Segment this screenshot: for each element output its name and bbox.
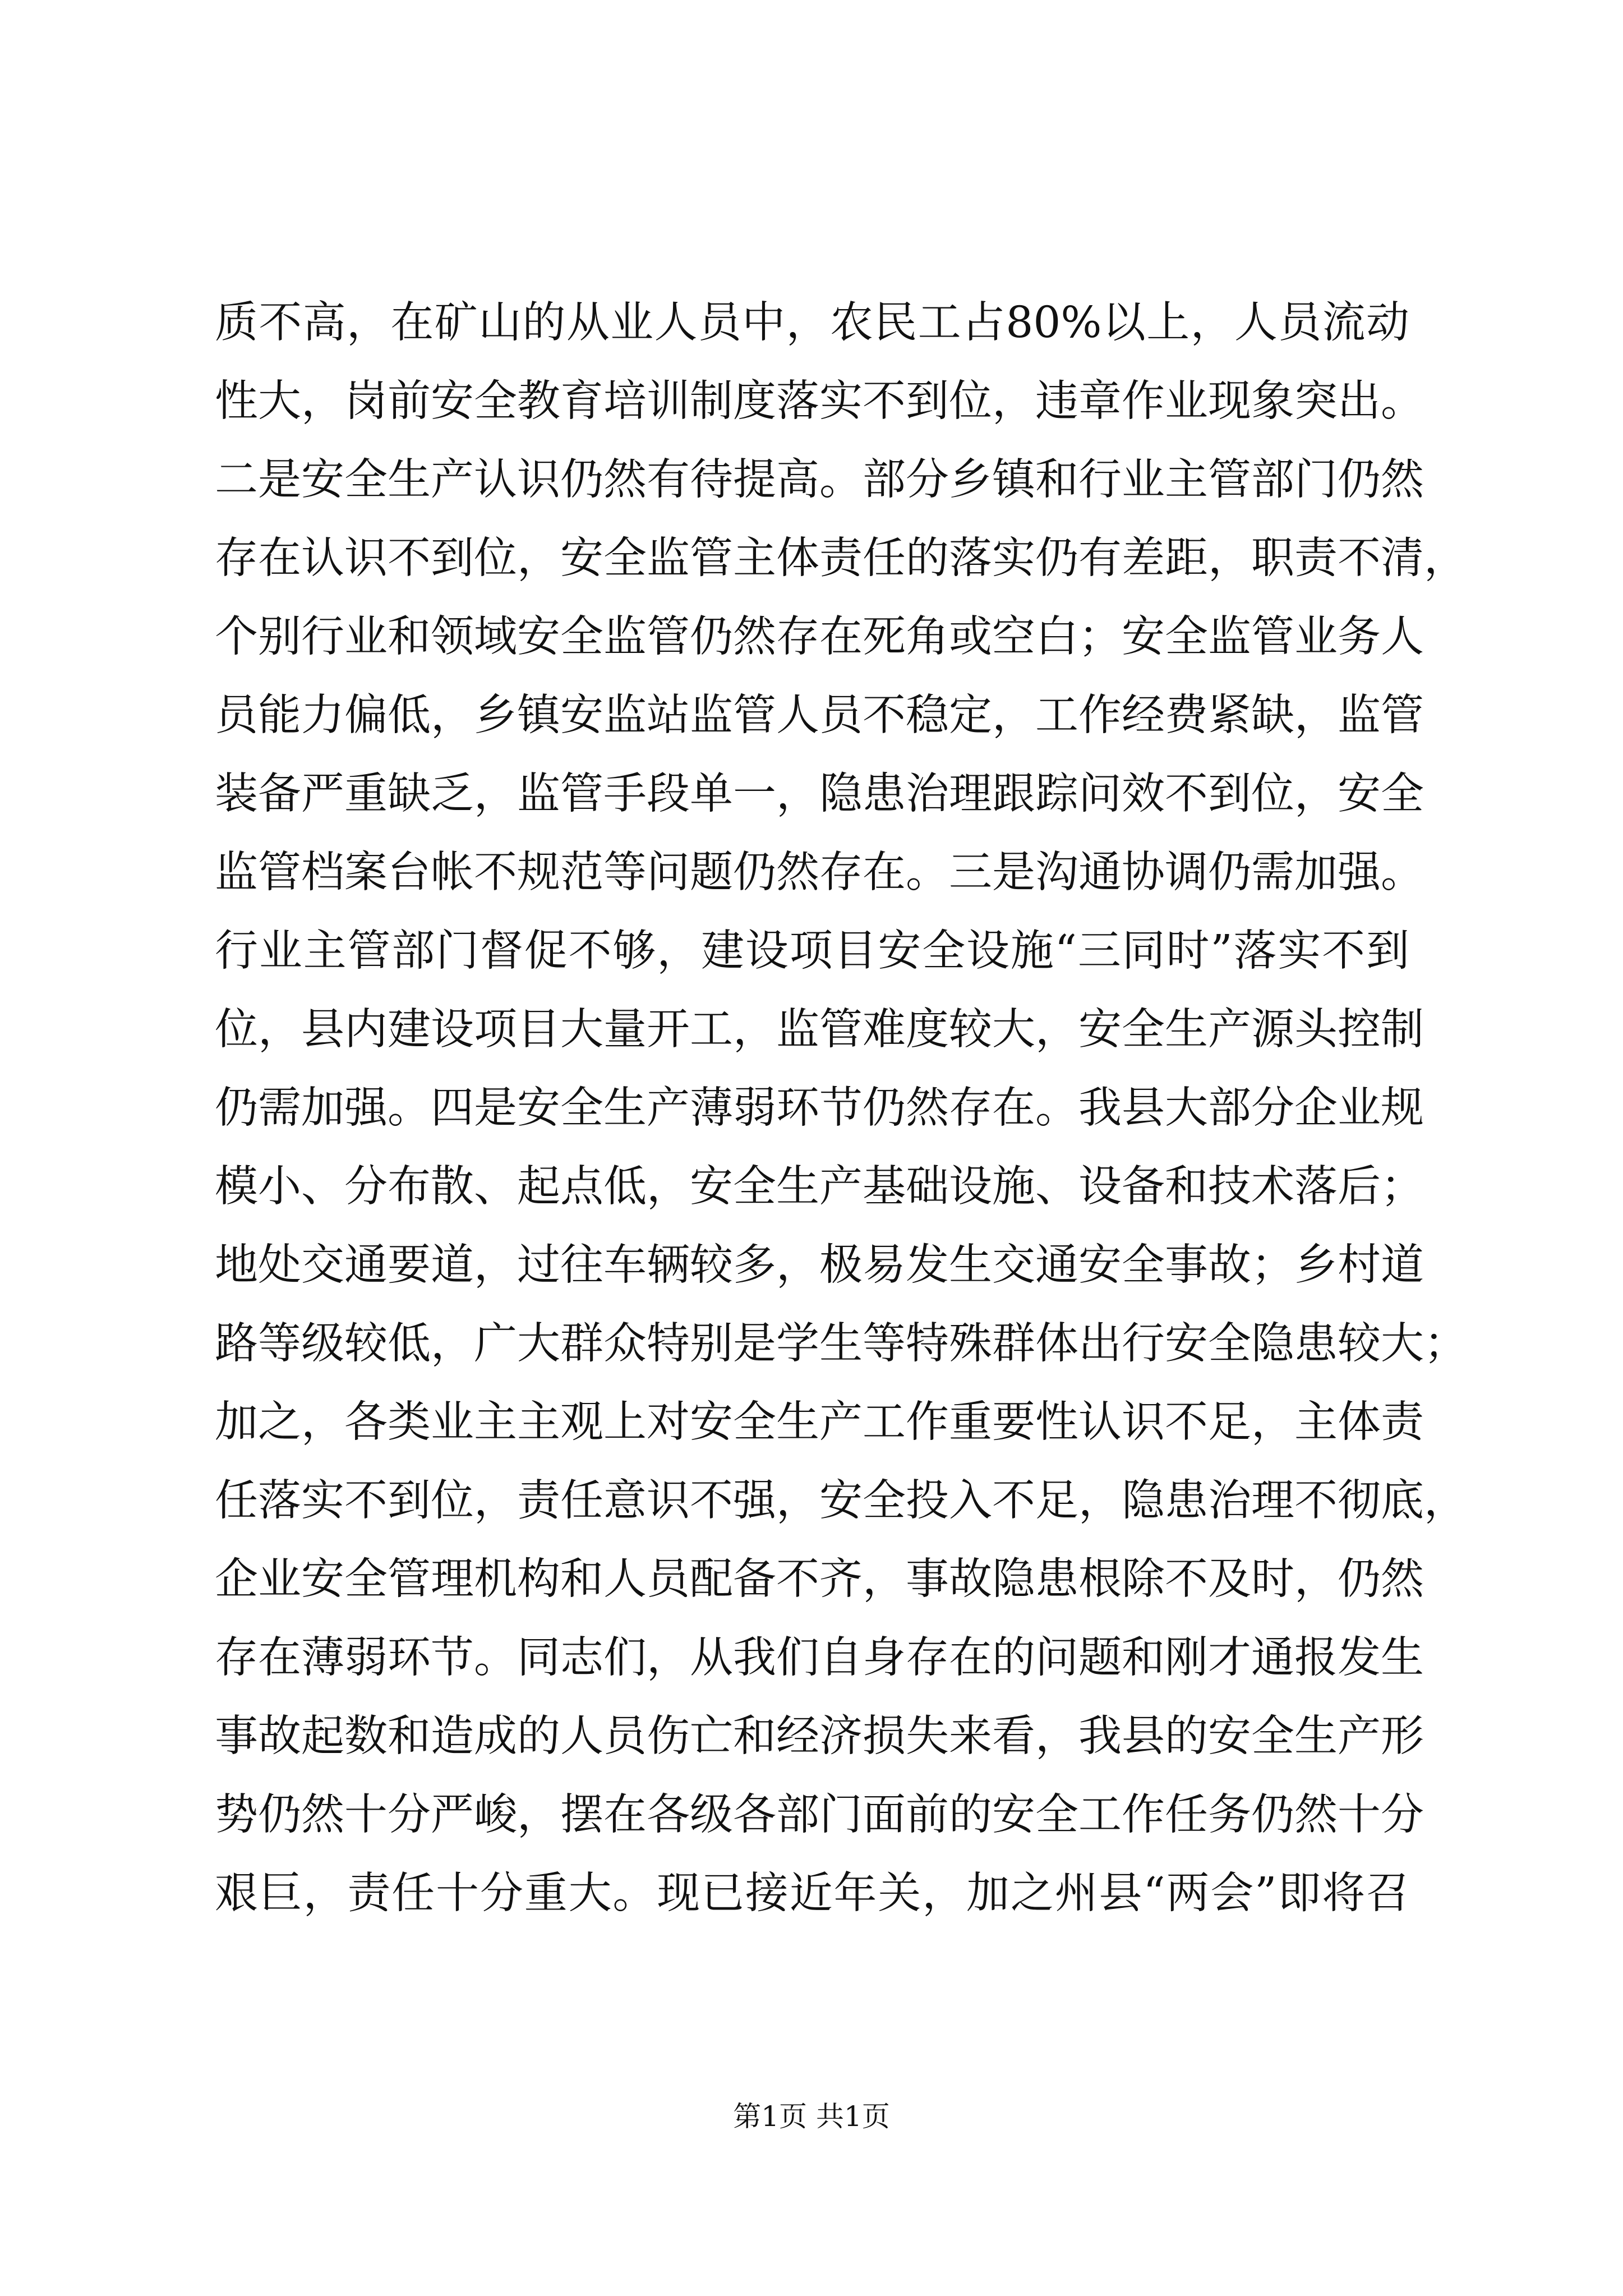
text-line: 个别行业和领域安全监管仍然存在死角或空白；安全监管业务人 [215,612,1424,662]
text-line: 性大，岗前安全教育培训制度落实不到位，违章作业现象突出。 [215,376,1424,426]
text-line: 存在认识不到位，安全监管主体责任的落实仍有差距，职责不清， [215,533,1467,583]
text-line: 监管档案台帐不规范等问题仍然存在。三是沟通协调仍需加强。 [215,848,1424,898]
text-line: 势仍然十分严峻，摆在各级各部门面前的安全工作任务仍然十分 [215,1790,1424,1840]
text-line: 加之，各类业主主观上对安全生产工作重要性认识不足，主体责 [215,1397,1424,1447]
text-line: 地处交通要道，过往车辆较多，极易发生交通安全事故；乡村道 [215,1240,1424,1290]
text-line: 存在薄弱环节。同志们，从我们自身存在的问题和刚才通报发生 [215,1633,1424,1683]
text-line: 二是安全生产认识仍然有待提高。部分乡镇和行业主管部门仍然 [215,455,1424,505]
page-number-footer: 第1页 共1页 [733,2100,890,2133]
text-line: 模小、分布散、起点低，安全生产基础设施、设备和技术落后； [215,1162,1424,1212]
text-line: 装备严重缺乏，监管手段单一，隐患治理跟踪问效不到位，安全 [215,769,1424,819]
text-line: 事故起数和造成的人员伤亡和经济损失来看，我县的安全生产形 [215,1711,1424,1761]
text-line: 质不高，在矿山的从业人员中，农民工占80%以上，人员流动 [215,298,1409,348]
text-line: 企业安全管理机构和人员配备不齐，事故隐患根除不及时，仍然 [215,1554,1424,1604]
text-line: 艰巨，责任十分重大。现已接近年关，加之州县“两会”即将召 [215,1869,1409,1918]
text-line: 任落实不到位，责任意识不强，安全投入不足，隐患治理不彻底， [215,1476,1467,1526]
body-text [215,284,1467,1933]
text-line: 员能力偏低，乡镇安监站监管人员不稳定，工作经费紧缺，监管 [215,691,1424,740]
text-line: 行业主管部门督促不够，建设项目安全设施“三同时”落实不到 [215,926,1409,976]
text-line: 位，县内建设项目大量开工，监管难度较大，安全生产源头控制 [215,1005,1424,1055]
text-line: 路等级较低，广大群众特别是学生等特殊群体出行安全隐患较大； [215,1319,1467,1369]
text-line: 仍需加强。四是安全生产薄弱环节仍然存在。我县大部分企业规 [215,1083,1424,1133]
